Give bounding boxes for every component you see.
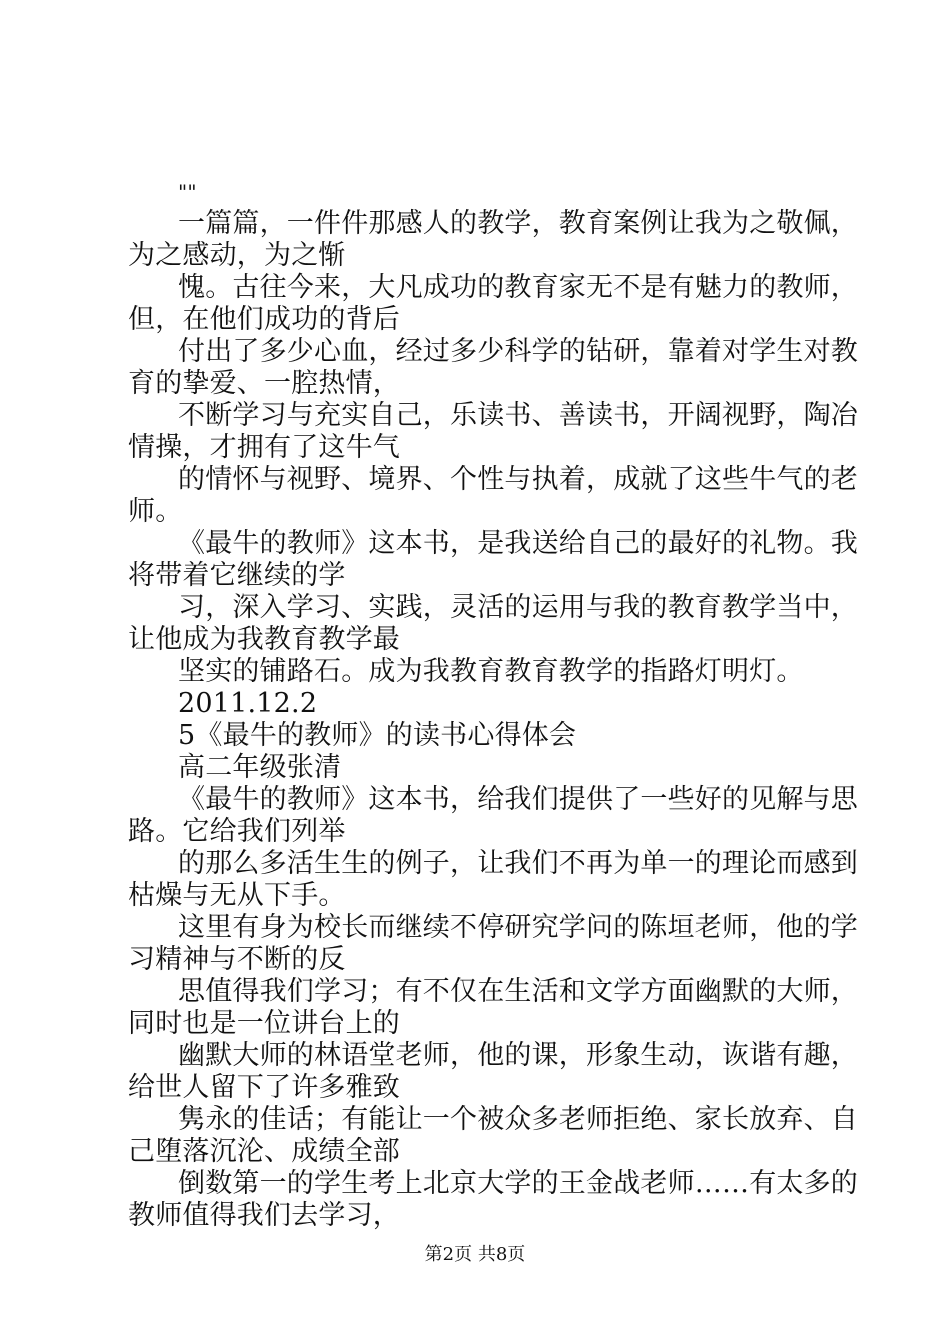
text-line: 思值得我们学习；有不仅在生活和文学方面幽默的大师， — [178, 976, 858, 1007]
text-line: 习精神与不断的反 — [128, 944, 346, 975]
text-line: 习，深入学习、实践，灵活的运用与我的教育教学当中， — [178, 592, 858, 623]
text-line: 但，在他们成功的背后 — [128, 304, 400, 335]
text-line: 枯燥与无从下手。 — [128, 880, 346, 911]
author-line: 高二年级张清 — [178, 752, 342, 783]
text-line: 付出了多少心血，经过多少科学的钻研，靠着对学生对教 — [178, 336, 858, 367]
text-line: 幽默大师的林语堂老师，他的课，形象生动，诙谐有趣， — [178, 1040, 858, 1071]
text-line: 一篇篇，一件件那感人的教学，教育案例让我为之敬佩， — [178, 208, 858, 239]
text-line: 《最牛的教师》这本书，是我送给自己的最好的礼物。我 — [178, 528, 858, 559]
body-text — [128, 176, 858, 1232]
text-line: 倒数第一的学生考上北京大学的王金战老师……有太多的 — [178, 1168, 858, 1199]
text-line: "" — [178, 180, 197, 204]
text-line: 让他成为我教育教学最 — [128, 624, 400, 655]
text-line: 给世人留下了许多雅致 — [128, 1072, 400, 1103]
text-line: 为之感动，为之惭 — [128, 240, 346, 271]
text-line: 路。它给我们列举 — [128, 816, 346, 847]
text-line: 这里有身为校长而继续不停研究学问的陈垣老师，他的学 — [178, 912, 858, 943]
date-line: 2011.12.2 — [178, 688, 318, 719]
text-line: 教师值得我们去学习， — [128, 1200, 400, 1231]
text-line: 的情怀与视野、境界、个性与执着，成就了这些牛气的老 — [178, 464, 858, 495]
text-line: 的那么多活生生的例子，让我们不再为单一的理论而感到 — [178, 848, 858, 879]
text-line: 将带着它继续的学 — [128, 560, 346, 591]
text-line: 不断学习与充实自己，乐读书、善读书，开阔视野，陶冶 — [178, 400, 858, 431]
section-title: 5《最牛的教师》的读书心得体会 — [178, 720, 577, 751]
text-line: 己堕落沉沦、成绩全部 — [128, 1136, 400, 1167]
text-line: 师。 — [128, 496, 183, 527]
text-line: 愧。古往今来，大凡成功的教育家无不是有魅力的教师， — [178, 272, 858, 303]
text-line: 坚实的铺路石。成为我教育教育教学的指路灯明灯。 — [178, 656, 804, 687]
text-line: 《最牛的教师》这本书，给我们提供了一些好的见解与思 — [178, 784, 858, 815]
text-line: 情操，才拥有了这牛气 — [128, 432, 400, 463]
text-line: 同时也是一位讲台上的 — [128, 1008, 400, 1039]
text-line: 隽永的佳话；有能让一个被众多老师拒绝、家长放弃、自 — [178, 1104, 858, 1135]
text-line: 育的挚爱、一腔热情， — [128, 368, 400, 399]
page-footer — [0, 1243, 950, 1267]
page-number: 第2页 共8页 — [424, 1244, 526, 1265]
